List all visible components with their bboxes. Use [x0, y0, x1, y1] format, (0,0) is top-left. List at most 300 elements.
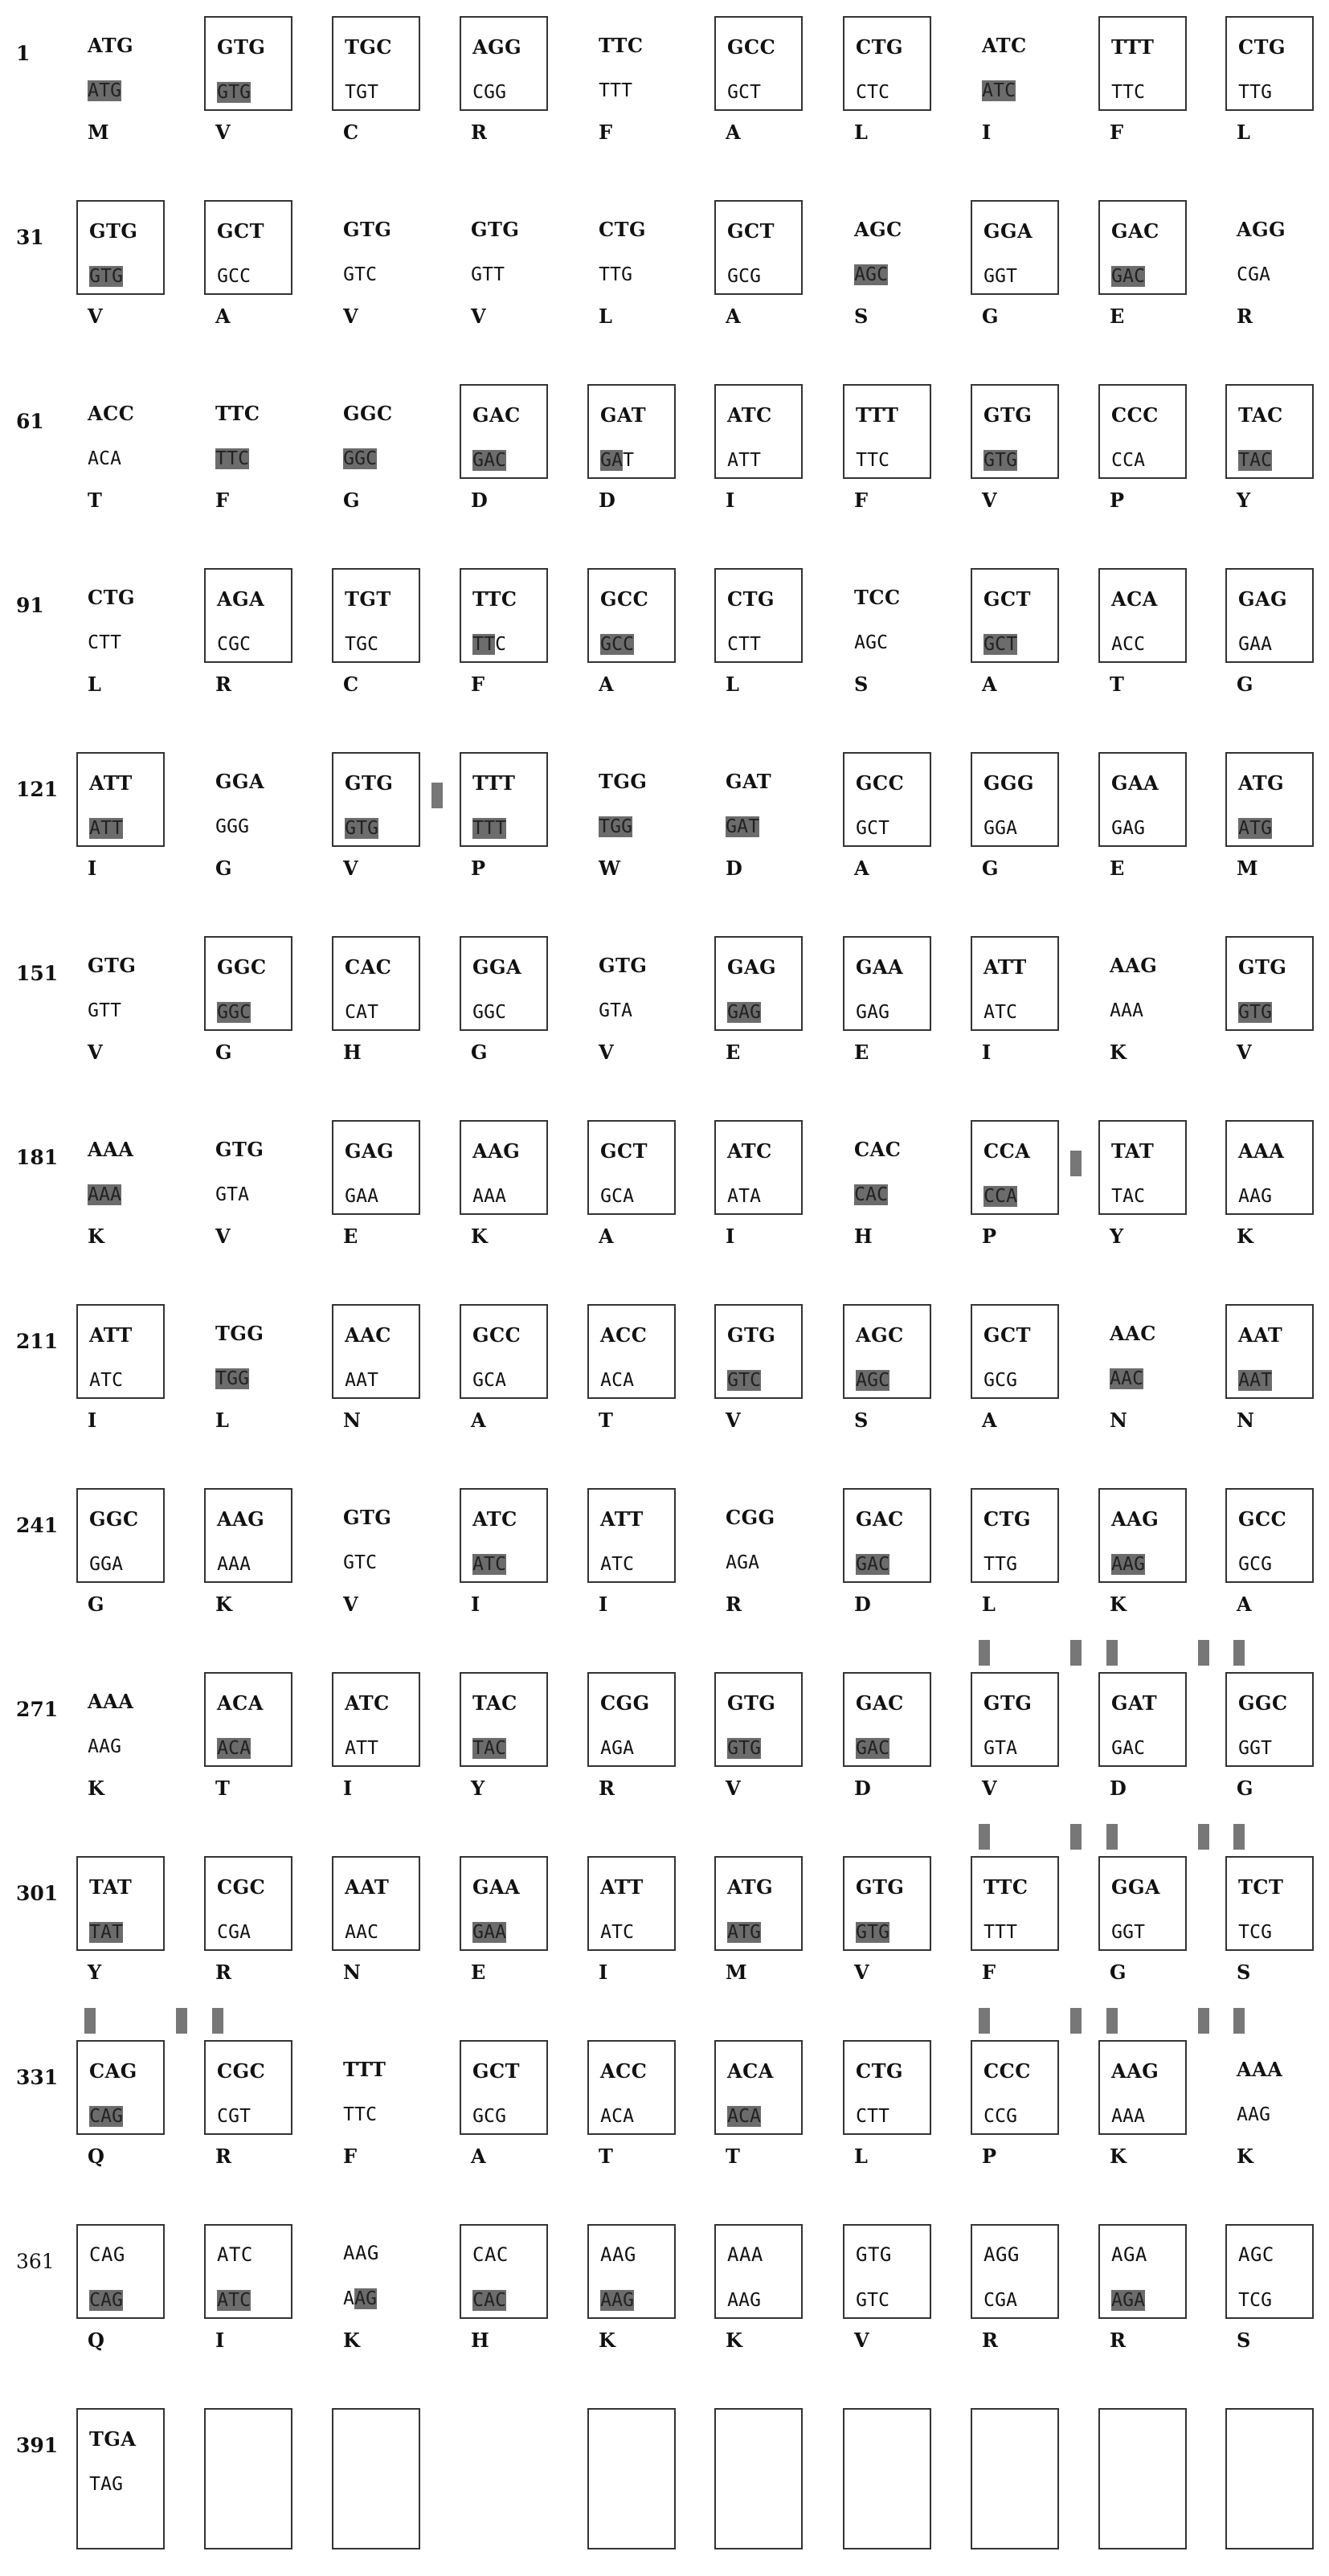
- amino-acid-label: C: [343, 121, 359, 144]
- nucleotide: T: [367, 1738, 378, 1759]
- amino-acid-label: I: [982, 121, 992, 144]
- row-start-number: 301: [16, 1882, 59, 1905]
- nucleotide: C: [1134, 1738, 1145, 1759]
- gap-marker: [212, 2008, 223, 2034]
- codon-cell: [843, 1304, 931, 1399]
- codon-cell: [843, 1120, 931, 1215]
- amino-acid-label: L: [88, 673, 101, 696]
- amino-acid-label: G: [215, 1041, 232, 1064]
- nucleotide: G: [856, 818, 867, 839]
- nucleotide: G: [983, 1738, 995, 1759]
- nucleotide: T: [472, 634, 484, 655]
- aligned-codon: [345, 634, 378, 655]
- reference-codon: AGC: [1238, 2243, 1274, 2266]
- nucleotide: G: [472, 1370, 484, 1391]
- nucleotide: A: [983, 1002, 995, 1023]
- reference-codon: AGA: [1111, 2243, 1147, 2266]
- amino-acid-label: E: [1110, 305, 1125, 328]
- nucleotide: A: [727, 1922, 738, 1943]
- reference-codon: CAC: [854, 1138, 902, 1161]
- codon-cell: [1225, 752, 1314, 847]
- aligned-codon: [599, 264, 632, 285]
- nucleotide: A: [856, 1370, 867, 1391]
- aligned-codon: [1111, 450, 1145, 471]
- amino-acid-label: K: [88, 1777, 104, 1800]
- amino-acid-label: R: [726, 1593, 742, 1616]
- nucleotide: C: [750, 1370, 761, 1391]
- aligned-codon: [1238, 1370, 1272, 1391]
- gap-marker: [979, 1640, 990, 1666]
- reference-codon: ATC: [217, 2243, 253, 2266]
- aligned-codon: [345, 1370, 378, 1391]
- aligned-codon: [600, 1554, 634, 1575]
- nucleotide: C: [995, 1186, 1006, 1207]
- nucleotide: G: [238, 1368, 249, 1389]
- codon-cell: [587, 1120, 676, 1215]
- nucleotide: G: [1259, 2104, 1270, 2125]
- nucleotide: A: [600, 1738, 611, 1759]
- amino-acid-label: V: [854, 2329, 869, 2352]
- reference-codon: GGA: [1111, 1875, 1161, 1899]
- reference-codon: GCT: [217, 219, 264, 243]
- amino-acid-label: P: [471, 857, 486, 880]
- aligned-codon: [726, 816, 759, 837]
- nucleotide: T: [89, 2474, 100, 2495]
- nucleotide: A: [982, 80, 993, 101]
- aligned-codon: [727, 450, 761, 471]
- codon-cell: [332, 2040, 420, 2135]
- reference-codon: CAC: [345, 955, 392, 979]
- reference-codon: AAG: [1110, 954, 1158, 977]
- reference-codon: GGA: [215, 770, 265, 793]
- nucleotide: G: [621, 816, 632, 837]
- reference-codon: GTG: [345, 771, 394, 795]
- nucleotide: G: [1111, 266, 1122, 287]
- codon-cell: [460, 2224, 548, 2319]
- reference-codon: TTC: [599, 34, 644, 57]
- reference-codon: CTG: [856, 35, 903, 59]
- reference-codon: CCC: [1111, 403, 1159, 427]
- amino-acid-label: K: [1237, 1225, 1253, 1248]
- codon-cell: [460, 1672, 548, 1767]
- reference-codon: ATT: [89, 1323, 133, 1347]
- nucleotide: C: [738, 2106, 750, 2127]
- reference-codon: ATT: [983, 955, 1027, 979]
- codon-cell: [971, 2224, 1059, 2319]
- codon-row: [0, 1288, 1329, 1472]
- reference-codon: GGC: [343, 402, 393, 425]
- amino-acid-label: I: [726, 1225, 735, 1248]
- nucleotide: T: [215, 1368, 227, 1389]
- codon-cell: [204, 752, 292, 847]
- amino-acid-label: G: [1237, 673, 1253, 696]
- nucleotide: G: [983, 818, 995, 839]
- codon-cell: [587, 200, 676, 295]
- nucleotide: A: [1238, 1370, 1249, 1391]
- reference-codon: TAT: [1111, 1139, 1155, 1163]
- amino-acid-label: Q: [88, 2329, 104, 2352]
- nucleotide: T: [878, 2106, 889, 2127]
- aligned-codon: [88, 448, 121, 469]
- nucleotide: T: [484, 1554, 495, 1575]
- nucleotide: G: [995, 818, 1006, 839]
- nucleotide: T: [100, 818, 112, 839]
- codon-cell: [843, 1856, 931, 1951]
- nucleotide: T: [1134, 1922, 1145, 1943]
- aligned-codon: [343, 2288, 377, 2309]
- amino-acid-label: G: [1237, 1777, 1253, 1800]
- gap-marker: [1070, 2008, 1082, 2034]
- nucleotide: T: [738, 450, 750, 471]
- nucleotide: C: [1249, 1922, 1261, 1943]
- codon-cell: [971, 16, 1059, 111]
- codon-cell: [460, 752, 548, 847]
- nucleotide: G: [1238, 1554, 1249, 1575]
- nucleotide: A: [356, 1922, 367, 1943]
- nucleotide: G: [1111, 818, 1122, 839]
- amino-acid-label: A: [982, 1409, 997, 1432]
- gap-marker: [1198, 1640, 1209, 1666]
- amino-acid-label: F: [599, 121, 613, 144]
- nucleotide: A: [1121, 1000, 1132, 1021]
- nucleotide: C: [239, 2290, 251, 2311]
- amino-acid-label: H: [471, 2329, 489, 2352]
- nucleotide: G: [345, 1186, 356, 1207]
- nucleotide: T: [1111, 82, 1122, 103]
- codon-cell: [460, 200, 548, 295]
- amino-acid-label: F: [1110, 121, 1124, 144]
- aligned-codon: [856, 1738, 889, 1759]
- reference-codon: GGC: [217, 955, 267, 979]
- amino-acid-label: T: [1110, 673, 1124, 696]
- amino-acid-label: R: [215, 2145, 231, 2168]
- amino-acid-label: L: [854, 2145, 868, 2168]
- reference-codon: GTG: [983, 1691, 1033, 1715]
- amino-acid-label: V: [854, 1961, 869, 1984]
- nucleotide: G: [611, 1738, 623, 1759]
- aligned-codon: [727, 2106, 761, 2127]
- nucleotide: A: [495, 1922, 506, 1943]
- codon-cell: [460, 1120, 548, 1215]
- nucleotide: A: [1122, 1186, 1134, 1207]
- nucleotide: G: [727, 1738, 738, 1759]
- codon-cell: [1225, 1120, 1314, 1215]
- nucleotide: G: [217, 82, 228, 103]
- nucleotide: T: [995, 1922, 1006, 1943]
- nucleotide: A: [239, 1738, 251, 1759]
- aligned-codon: [1238, 450, 1272, 471]
- nucleotide: A: [484, 450, 495, 471]
- aligned-codon: [727, 1738, 761, 1759]
- reference-codon: TTC: [215, 402, 260, 425]
- nucleotide: A: [727, 450, 738, 471]
- nucleotide: A: [1111, 2290, 1122, 2311]
- reference-codon: ACA: [1111, 587, 1158, 611]
- aligned-codon: [983, 1370, 1017, 1391]
- nucleotide: T: [867, 1922, 878, 1943]
- nucleotide: A: [727, 1186, 738, 1207]
- nucleotide: A: [1132, 1000, 1143, 1021]
- nucleotide: A: [1110, 1000, 1121, 1021]
- amino-acid-label: K: [599, 2329, 615, 2352]
- amino-acid-label: S: [854, 1409, 869, 1432]
- nucleotide: T: [1238, 82, 1249, 103]
- nucleotide: T: [110, 1000, 121, 1021]
- nucleotide: T: [878, 818, 889, 839]
- reference-codon: GTG: [599, 954, 648, 977]
- aligned-codon: [217, 634, 251, 655]
- nucleotide: C: [217, 634, 228, 655]
- codon-cell: [843, 2408, 931, 2549]
- nucleotide: A: [239, 1922, 251, 1943]
- codon-cell: [332, 568, 420, 663]
- nucleotide: C: [877, 264, 888, 285]
- nucleotide: A: [1111, 2106, 1122, 2127]
- nucleotide: C: [495, 2290, 506, 2311]
- codon-cell: [76, 936, 165, 1031]
- codon-cell: [714, 752, 803, 847]
- reference-codon: ACA: [727, 2059, 774, 2083]
- nucleotide: A: [100, 1922, 112, 1943]
- codon-cell: [204, 16, 292, 111]
- nucleotide: T: [367, 1370, 378, 1391]
- aligned-codon: [89, 266, 123, 287]
- aligned-codon: [215, 1184, 249, 1205]
- aligned-codon: [472, 818, 506, 839]
- nucleotide: G: [750, 266, 761, 287]
- nucleotide: A: [354, 2288, 366, 2309]
- nucleotide: A: [345, 1738, 356, 1759]
- reference-codon: AAG: [217, 1507, 265, 1531]
- codon-cell: [714, 200, 803, 295]
- amino-acid-label: S: [854, 305, 869, 328]
- nucleotide: T: [599, 264, 610, 285]
- codon-cell: [460, 2040, 548, 2135]
- reference-codon: GAT: [1111, 1691, 1158, 1715]
- aligned-codon: [345, 1186, 378, 1207]
- codon-cell: [76, 752, 165, 847]
- reference-codon: AAG: [472, 1139, 521, 1163]
- nucleotide: A: [727, 2106, 738, 2127]
- aligned-codon: [1238, 1554, 1272, 1575]
- gap-marker: [1233, 2008, 1245, 2034]
- nucleotide: C: [239, 1002, 251, 1023]
- nucleotide: G: [1261, 818, 1272, 839]
- nucleotide: G: [1261, 1186, 1272, 1207]
- nucleotide: G: [600, 1186, 611, 1207]
- codon-cell: [1098, 1672, 1187, 1767]
- nucleotide: G: [343, 264, 354, 285]
- nucleotide: A: [1249, 1370, 1261, 1391]
- nucleotide: T: [99, 80, 110, 101]
- codon-row: [0, 736, 1329, 920]
- gap-marker: [1106, 1824, 1118, 1850]
- aligned-codon: [217, 1002, 251, 1023]
- codon-row: [0, 2392, 1329, 2576]
- nucleotide: G: [227, 816, 238, 837]
- nucleotide: A: [1259, 264, 1270, 285]
- aligned-codon: [1111, 1738, 1145, 1759]
- codon-cell: [1098, 2040, 1187, 2135]
- aligned-codon: [217, 2290, 251, 2311]
- nucleotide: A: [1122, 1738, 1134, 1759]
- reference-codon: AAG: [1111, 1507, 1159, 1531]
- nucleotide: G: [367, 818, 378, 839]
- gap-marker: [1070, 1824, 1082, 1850]
- nucleotide: A: [611, 450, 623, 471]
- nucleotide: T: [356, 1738, 367, 1759]
- nucleotide: A: [738, 1002, 750, 1023]
- reference-codon: ATT: [600, 1507, 644, 1531]
- codon-cell: [843, 384, 931, 479]
- nucleotide: A: [738, 2290, 750, 2311]
- aligned-codon: [215, 1368, 249, 1389]
- codon-cell: [76, 568, 165, 663]
- codon-cell: [971, 936, 1059, 1031]
- nucleotide: C: [495, 634, 506, 655]
- nucleotide: G: [110, 80, 121, 101]
- codon-row: [0, 0, 1329, 184]
- codon-cell: [76, 2408, 165, 2549]
- nucleotide: A: [737, 816, 748, 837]
- nucleotide: G: [472, 1922, 484, 1943]
- amino-acid-label: D: [599, 489, 615, 512]
- amino-acid-label: V: [982, 489, 997, 512]
- reference-codon: TTT: [856, 403, 899, 427]
- amino-acid-label: G: [88, 1593, 104, 1616]
- gap-marker: [1106, 2008, 1118, 2034]
- codon-cell: [1225, 936, 1314, 1031]
- amino-acid-label: P: [982, 1225, 997, 1248]
- aligned-codon: [599, 80, 632, 101]
- codon-cell: [76, 2040, 165, 2135]
- codon-cell: [714, 384, 803, 479]
- nucleotide: A: [89, 1370, 100, 1391]
- reference-codon: ATG: [1238, 771, 1285, 795]
- aligned-codon: [600, 2106, 634, 2127]
- nucleotide: T: [354, 2104, 366, 2125]
- nucleotide: G: [1122, 2290, 1134, 2311]
- reference-codon: ATC: [727, 403, 772, 427]
- aligned-codon: [983, 1922, 1017, 1943]
- codon-cell: [332, 1304, 420, 1399]
- amino-acid-label: G: [215, 857, 232, 880]
- amino-acid-label: T: [88, 489, 102, 512]
- reference-codon: GCT: [727, 219, 775, 243]
- nucleotide: A: [600, 2106, 611, 2127]
- aligned-codon: [1111, 1922, 1145, 1943]
- aligned-codon: [345, 1002, 378, 1023]
- reference-codon: GAG: [345, 1139, 395, 1163]
- reference-codon: GTG: [1238, 955, 1287, 979]
- aligned-codon: [1110, 1000, 1143, 1021]
- nucleotide: T: [623, 450, 634, 471]
- reference-codon: CTG: [856, 2059, 903, 2083]
- nucleotide: A: [600, 1554, 611, 1575]
- amino-acid-label: E: [854, 1041, 869, 1064]
- nucleotide: A: [1122, 1554, 1134, 1575]
- codon-cell: [714, 1120, 803, 1215]
- codon-cell: [76, 16, 165, 111]
- codon-cell: [843, 752, 931, 847]
- aligned-codon: [88, 1000, 121, 1021]
- amino-acid-label: K: [215, 1593, 232, 1616]
- nucleotide: G: [599, 1000, 610, 1021]
- codon-cell: [76, 1488, 165, 1583]
- nucleotide: A: [217, 1738, 228, 1759]
- codon-cell: [1225, 16, 1314, 111]
- nucleotide: T: [610, 80, 621, 101]
- gap-marker: [431, 783, 443, 808]
- nucleotide: A: [110, 448, 121, 469]
- nucleotide: T: [343, 2104, 354, 2125]
- amino-acid-label: I: [726, 489, 735, 512]
- amino-acid-label: I: [471, 1593, 480, 1616]
- gap-marker: [176, 2008, 187, 2034]
- amino-acid-label: N: [343, 1961, 361, 1984]
- nucleotide: C: [239, 634, 251, 655]
- reference-codon: AGC: [854, 218, 902, 241]
- nucleotide: A: [1261, 634, 1272, 655]
- codon-cell: [204, 1672, 292, 1767]
- codon-cell: [1098, 200, 1187, 295]
- reference-codon: ACC: [88, 402, 135, 425]
- amino-acid-label: V: [343, 1593, 358, 1616]
- gap-marker: [1198, 2008, 1209, 2034]
- nucleotide: C: [88, 632, 99, 653]
- reference-codon: GTG: [856, 1875, 905, 1899]
- nucleotide: C: [89, 2106, 100, 2127]
- nucleotide: G: [856, 2290, 867, 2311]
- nucleotide: G: [472, 2106, 484, 2127]
- aligned-codon: [1111, 634, 1145, 655]
- nucleotide: T: [610, 264, 621, 285]
- amino-acid-label: R: [471, 121, 487, 144]
- nucleotide: G: [239, 82, 251, 103]
- reference-codon: ACC: [600, 1323, 648, 1347]
- reference-codon: TGC: [345, 35, 392, 59]
- codon-cell: [1225, 568, 1314, 663]
- nucleotide: G: [727, 82, 738, 103]
- nucleotide: G: [983, 450, 995, 471]
- codon-cell: [587, 2040, 676, 2135]
- nucleotide: G: [1006, 1554, 1017, 1575]
- nucleotide: G: [1261, 2290, 1272, 2311]
- reference-codon: ATC: [727, 1139, 772, 1163]
- nucleotide: C: [983, 2106, 995, 2127]
- reference-codon: GGC: [1238, 1691, 1288, 1715]
- reference-codon: GAC: [1111, 219, 1159, 243]
- codon-cell: [971, 752, 1059, 847]
- amino-acid-label: E: [471, 1961, 486, 1984]
- aligned-codon: [856, 1554, 889, 1575]
- nucleotide: C: [611, 634, 623, 655]
- nucleotide: T: [482, 264, 493, 285]
- reference-codon: GCT: [983, 1323, 1031, 1347]
- codon-cell: [76, 1304, 165, 1399]
- nucleotide: G: [228, 2106, 239, 2127]
- codon-cell: [971, 2408, 1059, 2549]
- amino-acid-label: D: [854, 1777, 871, 1800]
- codon-cell: [843, 200, 931, 295]
- reference-codon: AAA: [1238, 1139, 1285, 1163]
- codon-cell: [332, 16, 420, 111]
- aligned-codon: [1111, 82, 1145, 103]
- codon-cell: [204, 1488, 292, 1583]
- nucleotide: T: [867, 2106, 878, 2127]
- codon-cell: [971, 1488, 1059, 1583]
- aligned-codon: [726, 1552, 759, 1573]
